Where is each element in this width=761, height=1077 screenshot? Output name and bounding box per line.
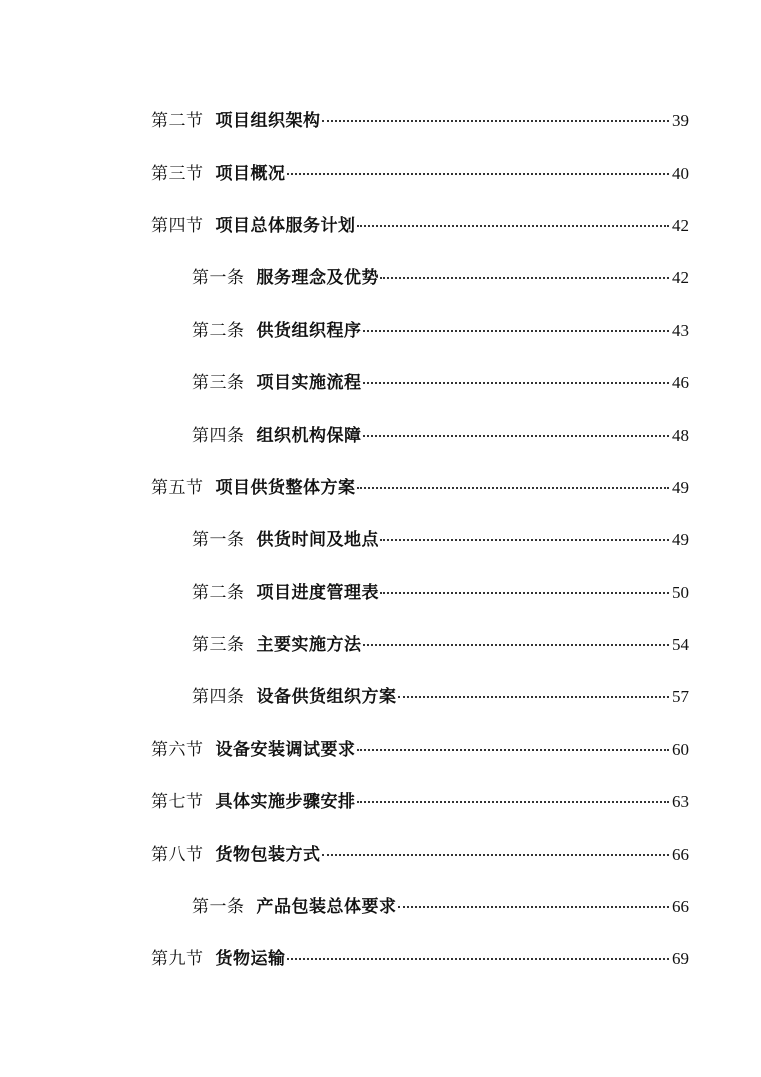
toc-entry[interactable] [0, 933, 761, 985]
toc-page-number: 40 [672, 163, 689, 183]
toc-entry-title: 项目概况 [215, 163, 286, 184]
toc-page-number: 46 [672, 373, 689, 393]
toc-entry[interactable] [0, 567, 761, 619]
toc-line [151, 106, 689, 136]
toc-line [192, 263, 689, 293]
toc-dot-leader [363, 382, 670, 384]
toc-entry-title: 产品包装总体要求 [256, 897, 397, 918]
toc-entry-title: 设备安装调试要求 [215, 739, 356, 760]
toc-page-number: 49 [672, 477, 689, 497]
toc-entry-number: 第五节 [151, 477, 204, 498]
toc-entry-title: 项目组织架构 [215, 111, 321, 132]
toc-dot-leader [363, 435, 670, 437]
toc-entry-number: 第四条 [192, 687, 245, 708]
toc-page-number: 63 [672, 792, 689, 812]
toc-line [192, 682, 689, 712]
toc-dot-leader [380, 539, 669, 541]
toc-dot-leader [322, 120, 670, 122]
toc-line [192, 630, 689, 660]
toc-entry[interactable] [0, 671, 761, 723]
toc-line [192, 578, 689, 608]
table-of-contents [0, 95, 761, 986]
toc-entry[interactable] [0, 200, 761, 252]
toc-dot-leader [398, 696, 670, 698]
toc-entry-number: 第三条 [192, 635, 245, 656]
toc-page-number: 54 [672, 635, 689, 655]
toc-dot-leader [357, 225, 670, 227]
toc-entry[interactable] [0, 724, 761, 776]
toc-entry-number: 第二条 [192, 582, 245, 603]
toc-entry-title: 主要实施方法 [256, 635, 362, 656]
toc-entry-title: 货物包装方式 [215, 844, 321, 865]
toc-line [151, 211, 689, 241]
toc-entry-title: 项目总体服务计划 [215, 215, 356, 236]
toc-line [192, 316, 689, 346]
toc-line [151, 840, 689, 870]
toc-page-number: 48 [672, 425, 689, 445]
toc-entry-number: 第一条 [192, 268, 245, 289]
toc-entry[interactable] [0, 776, 761, 828]
toc-entry-number: 第七节 [151, 792, 204, 813]
toc-page-number: 66 [672, 844, 689, 864]
toc-entry-number: 第一条 [192, 530, 245, 551]
toc-entry-title: 设备供货组织方案 [256, 687, 397, 708]
toc-entry-title: 组织机构保障 [256, 425, 362, 446]
toc-dot-leader [380, 277, 669, 279]
toc-entry[interactable] [0, 514, 761, 566]
toc-entry-title: 项目供货整体方案 [215, 477, 356, 498]
toc-page-number: 57 [672, 687, 689, 707]
toc-dot-leader [357, 749, 670, 751]
toc-dot-leader [363, 330, 670, 332]
toc-line [151, 473, 689, 503]
toc-entry-number: 第二条 [192, 320, 245, 341]
toc-entry[interactable] [0, 147, 761, 199]
toc-dot-leader [380, 592, 669, 594]
toc-line [151, 787, 689, 817]
toc-entry-title: 服务理念及优势 [256, 268, 379, 289]
toc-entry-number: 第八节 [151, 844, 204, 865]
toc-dot-leader [357, 801, 670, 803]
toc-entry-number: 第一条 [192, 897, 245, 918]
toc-page-number: 50 [672, 582, 689, 602]
toc-page-number: 60 [672, 739, 689, 759]
toc-page-number: 42 [672, 268, 689, 288]
toc-dot-leader [287, 173, 670, 175]
toc-dot-leader [287, 958, 670, 960]
toc-entry-number: 第四节 [151, 215, 204, 236]
toc-line [192, 421, 689, 451]
toc-page-number: 42 [672, 215, 689, 235]
toc-entry[interactable] [0, 881, 761, 933]
toc-line [151, 159, 689, 189]
toc-line [192, 892, 689, 922]
toc-entry[interactable] [0, 305, 761, 357]
toc-entry-number: 第三条 [192, 373, 245, 394]
toc-page-number: 43 [672, 320, 689, 340]
toc-line [151, 735, 689, 765]
toc-entry[interactable] [0, 828, 761, 880]
toc-entry-number: 第三节 [151, 163, 204, 184]
toc-entry-number: 第九节 [151, 949, 204, 970]
toc-line [151, 944, 689, 974]
toc-line [192, 368, 689, 398]
toc-line [192, 525, 689, 555]
toc-dot-leader [357, 487, 670, 489]
toc-entry-number: 第六节 [151, 739, 204, 760]
toc-entry-title: 项目进度管理表 [256, 582, 379, 603]
toc-entry-number: 第二节 [151, 111, 204, 132]
toc-page-number: 69 [672, 949, 689, 969]
toc-entry-title: 供货组织程序 [256, 320, 362, 341]
toc-page-number: 66 [672, 897, 689, 917]
toc-entry-number: 第四条 [192, 425, 245, 446]
toc-entry[interactable] [0, 409, 761, 461]
toc-dot-leader [322, 854, 670, 856]
toc-entry-title: 货物运输 [215, 949, 286, 970]
toc-entry[interactable] [0, 462, 761, 514]
toc-entry[interactable] [0, 357, 761, 409]
toc-page-number: 49 [672, 530, 689, 550]
toc-entry-title: 项目实施流程 [256, 373, 362, 394]
toc-dot-leader [363, 644, 670, 646]
toc-page-number: 39 [672, 111, 689, 131]
toc-entry[interactable] [0, 619, 761, 671]
toc-entry-title: 供货时间及地点 [256, 530, 379, 551]
toc-entry-title: 具体实施步骤安排 [215, 792, 356, 813]
toc-entry[interactable] [0, 252, 761, 304]
toc-dot-leader [398, 906, 670, 908]
toc-entry[interactable] [0, 95, 761, 147]
